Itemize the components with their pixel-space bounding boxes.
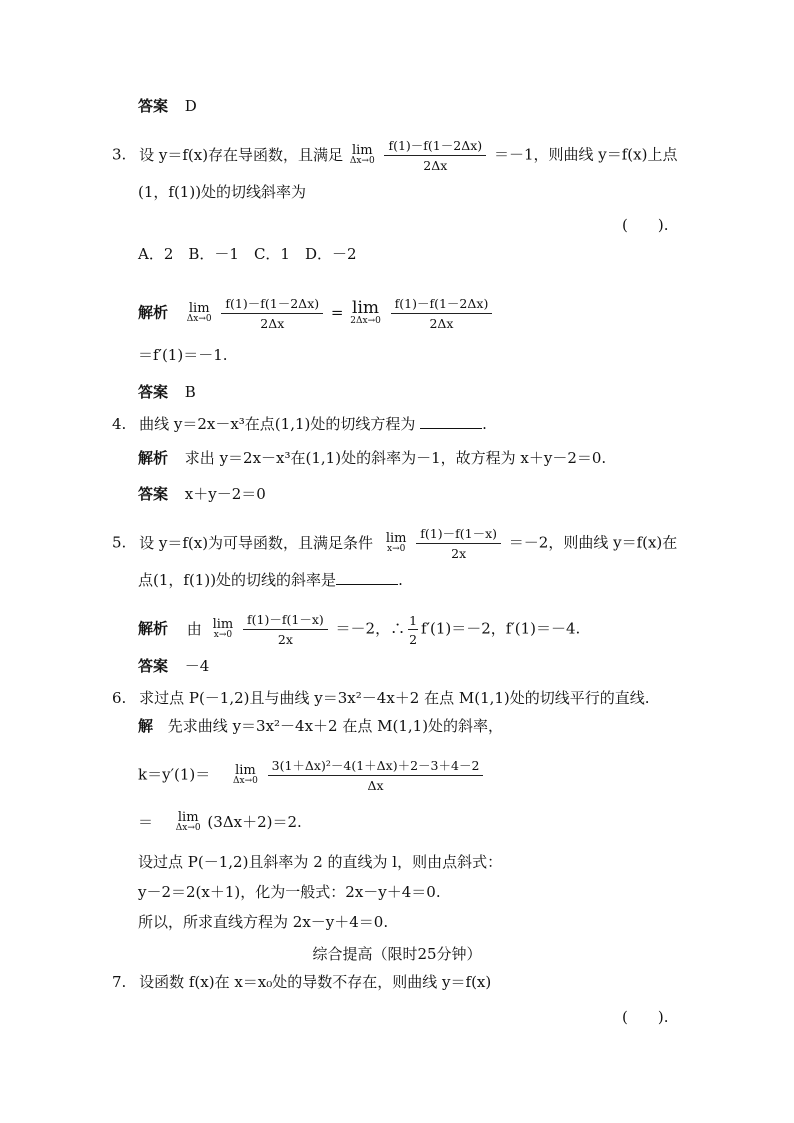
answer-label: 答案 [138,383,169,401]
answer-value: B [184,383,196,401]
solution-text: ＝－2，∴ [335,619,406,638]
limit-symbol: lim Δx→0 [349,142,375,166]
answer-4 [138,484,266,504]
limit-symbol: lim Δx→0 [233,762,258,786]
question-text: 曲线 y＝2x－x³在点(1,1)处的切线方程为 [139,415,416,433]
fraction: $\frac{f(1)-f(1-2\Delta x)}{2\Delta x}$ [221,296,323,331]
limit-symbol: lim Δx→0 [175,810,201,833]
answer-line-2 [138,96,197,116]
answer-value: －4 [184,657,210,675]
question-7 [112,972,491,992]
solution-label: 解 [138,717,154,735]
fill-blank [336,570,398,585]
solution-6-eq [138,812,302,834]
answer-value: D [184,97,197,115]
solution-text: f′(1)＝－2，f′(1)＝－4. [421,619,581,638]
fraction: $\frac{f(1)-f(1-2\Delta x)}{2\Delta x}$ [384,138,486,173]
limit-symbol: lim x→0 [385,530,407,554]
period: . [398,571,403,589]
equals: ＝ [138,813,154,831]
answer-paren: ( ). [622,1008,669,1026]
answer-paren: ( ). [622,216,669,234]
question-text: 求过点 P(－1,2)且与曲线 y＝3x²－4x＋2 在点 M(1,1)处的切线平行的直线. [139,689,650,707]
solution-text: (3Δx＋2)＝2. [207,813,302,831]
answer-3 [138,382,196,402]
solution-label: 解析 [138,449,169,467]
fraction-half: $\frac{1}{2}$ [409,612,418,647]
fraction: $\frac{\text{3(1＋Δx)²－4(1＋Δx)＋2－3＋4－2}}{\Delta x}$ [268,758,484,793]
section-heading: 综合提高（限时25分钟） [312,945,482,963]
question-text: 点(1，f(1))处的切线的斜率是 [138,571,337,589]
solution-6-line-a: 设过点 P(－1,2)且斜率为 2 的直线为 l，则由点斜式： [138,853,503,871]
solution-label: 解析 [138,619,169,638]
period: . [482,415,487,433]
fraction: $\frac{f(1)-f(1-x)}{2x}$ [416,526,501,561]
solution-4 [138,448,606,468]
solution-text: 求出 y＝2x－x³在(1,1)处的斜率为－1，故方程为 x＋y－2＝0. [184,449,607,467]
answer-label: 答案 [138,485,169,503]
question-text: 设 y＝f(x)存在导函数，且满足 [139,145,344,164]
question-text: 设函数 f(x)在 x＝x₀处的导数不存在，则曲线 y＝f(x) [139,973,492,991]
limit-symbol: lim x→0 [212,616,234,640]
solution-5 [138,612,580,647]
answer-5 [138,656,209,676]
answer-label: 答案 [138,97,169,115]
question-text-cont: ＝－1，则曲线 y＝f(x)上点 [493,145,678,164]
question-text-cont: ＝－2，则曲线 y＝f(x)在 [508,533,678,552]
question-number: 5. [112,533,127,552]
solution-6-line-c: 所以，所求直线方程为 2x－y＋4＝0. [138,913,389,931]
question-3-line2: (1，f(1))处的切线斜率为 [138,183,307,201]
equals: = [330,303,344,322]
question-3 [112,138,677,173]
question-5-line2 [138,570,403,590]
fraction: $\frac{f(1)-f(1-2\Delta x)}{2\Delta x}$ [391,296,493,331]
fill-blank [420,414,482,429]
answer-label: 答案 [138,657,169,675]
question-5 [112,526,677,561]
question-number: 6. [112,689,127,707]
solution-3-line2: ＝f′(1)＝－1. [138,346,228,364]
limit-symbol-large: lim 2Δx→0 [350,298,381,326]
question-number: 4. [112,415,127,433]
options: A．2 B．－1 C．1 D．－2 [138,245,357,263]
question-4 [112,414,487,434]
limit-symbol: lim Δx→0 [186,300,212,324]
solution-label: 解析 [138,303,169,322]
question-6 [112,688,650,708]
solution-3 [138,296,495,331]
answer-value: x＋y－2＝0 [184,485,266,503]
solution-6-k [138,758,486,793]
solution-text: k＝y′(1)＝ [138,765,211,784]
question-number: 7. [112,973,127,991]
question-number: 3. [112,145,127,164]
solution-text: 先求曲线 y＝3x²－4x＋2 在点 M(1,1)处的斜率， [167,717,504,735]
solution-text: 由 [186,619,202,638]
question-text: 设 y＝f(x)为可导函数，且满足条件 [139,533,374,552]
fraction: $\frac{f(1)-f(1-x)}{2x}$ [243,612,328,647]
solution-6 [138,716,503,736]
solution-6-line-b: y－2＝2(x＋1)，化为一般式：2x－y＋4＝0. [138,883,441,901]
